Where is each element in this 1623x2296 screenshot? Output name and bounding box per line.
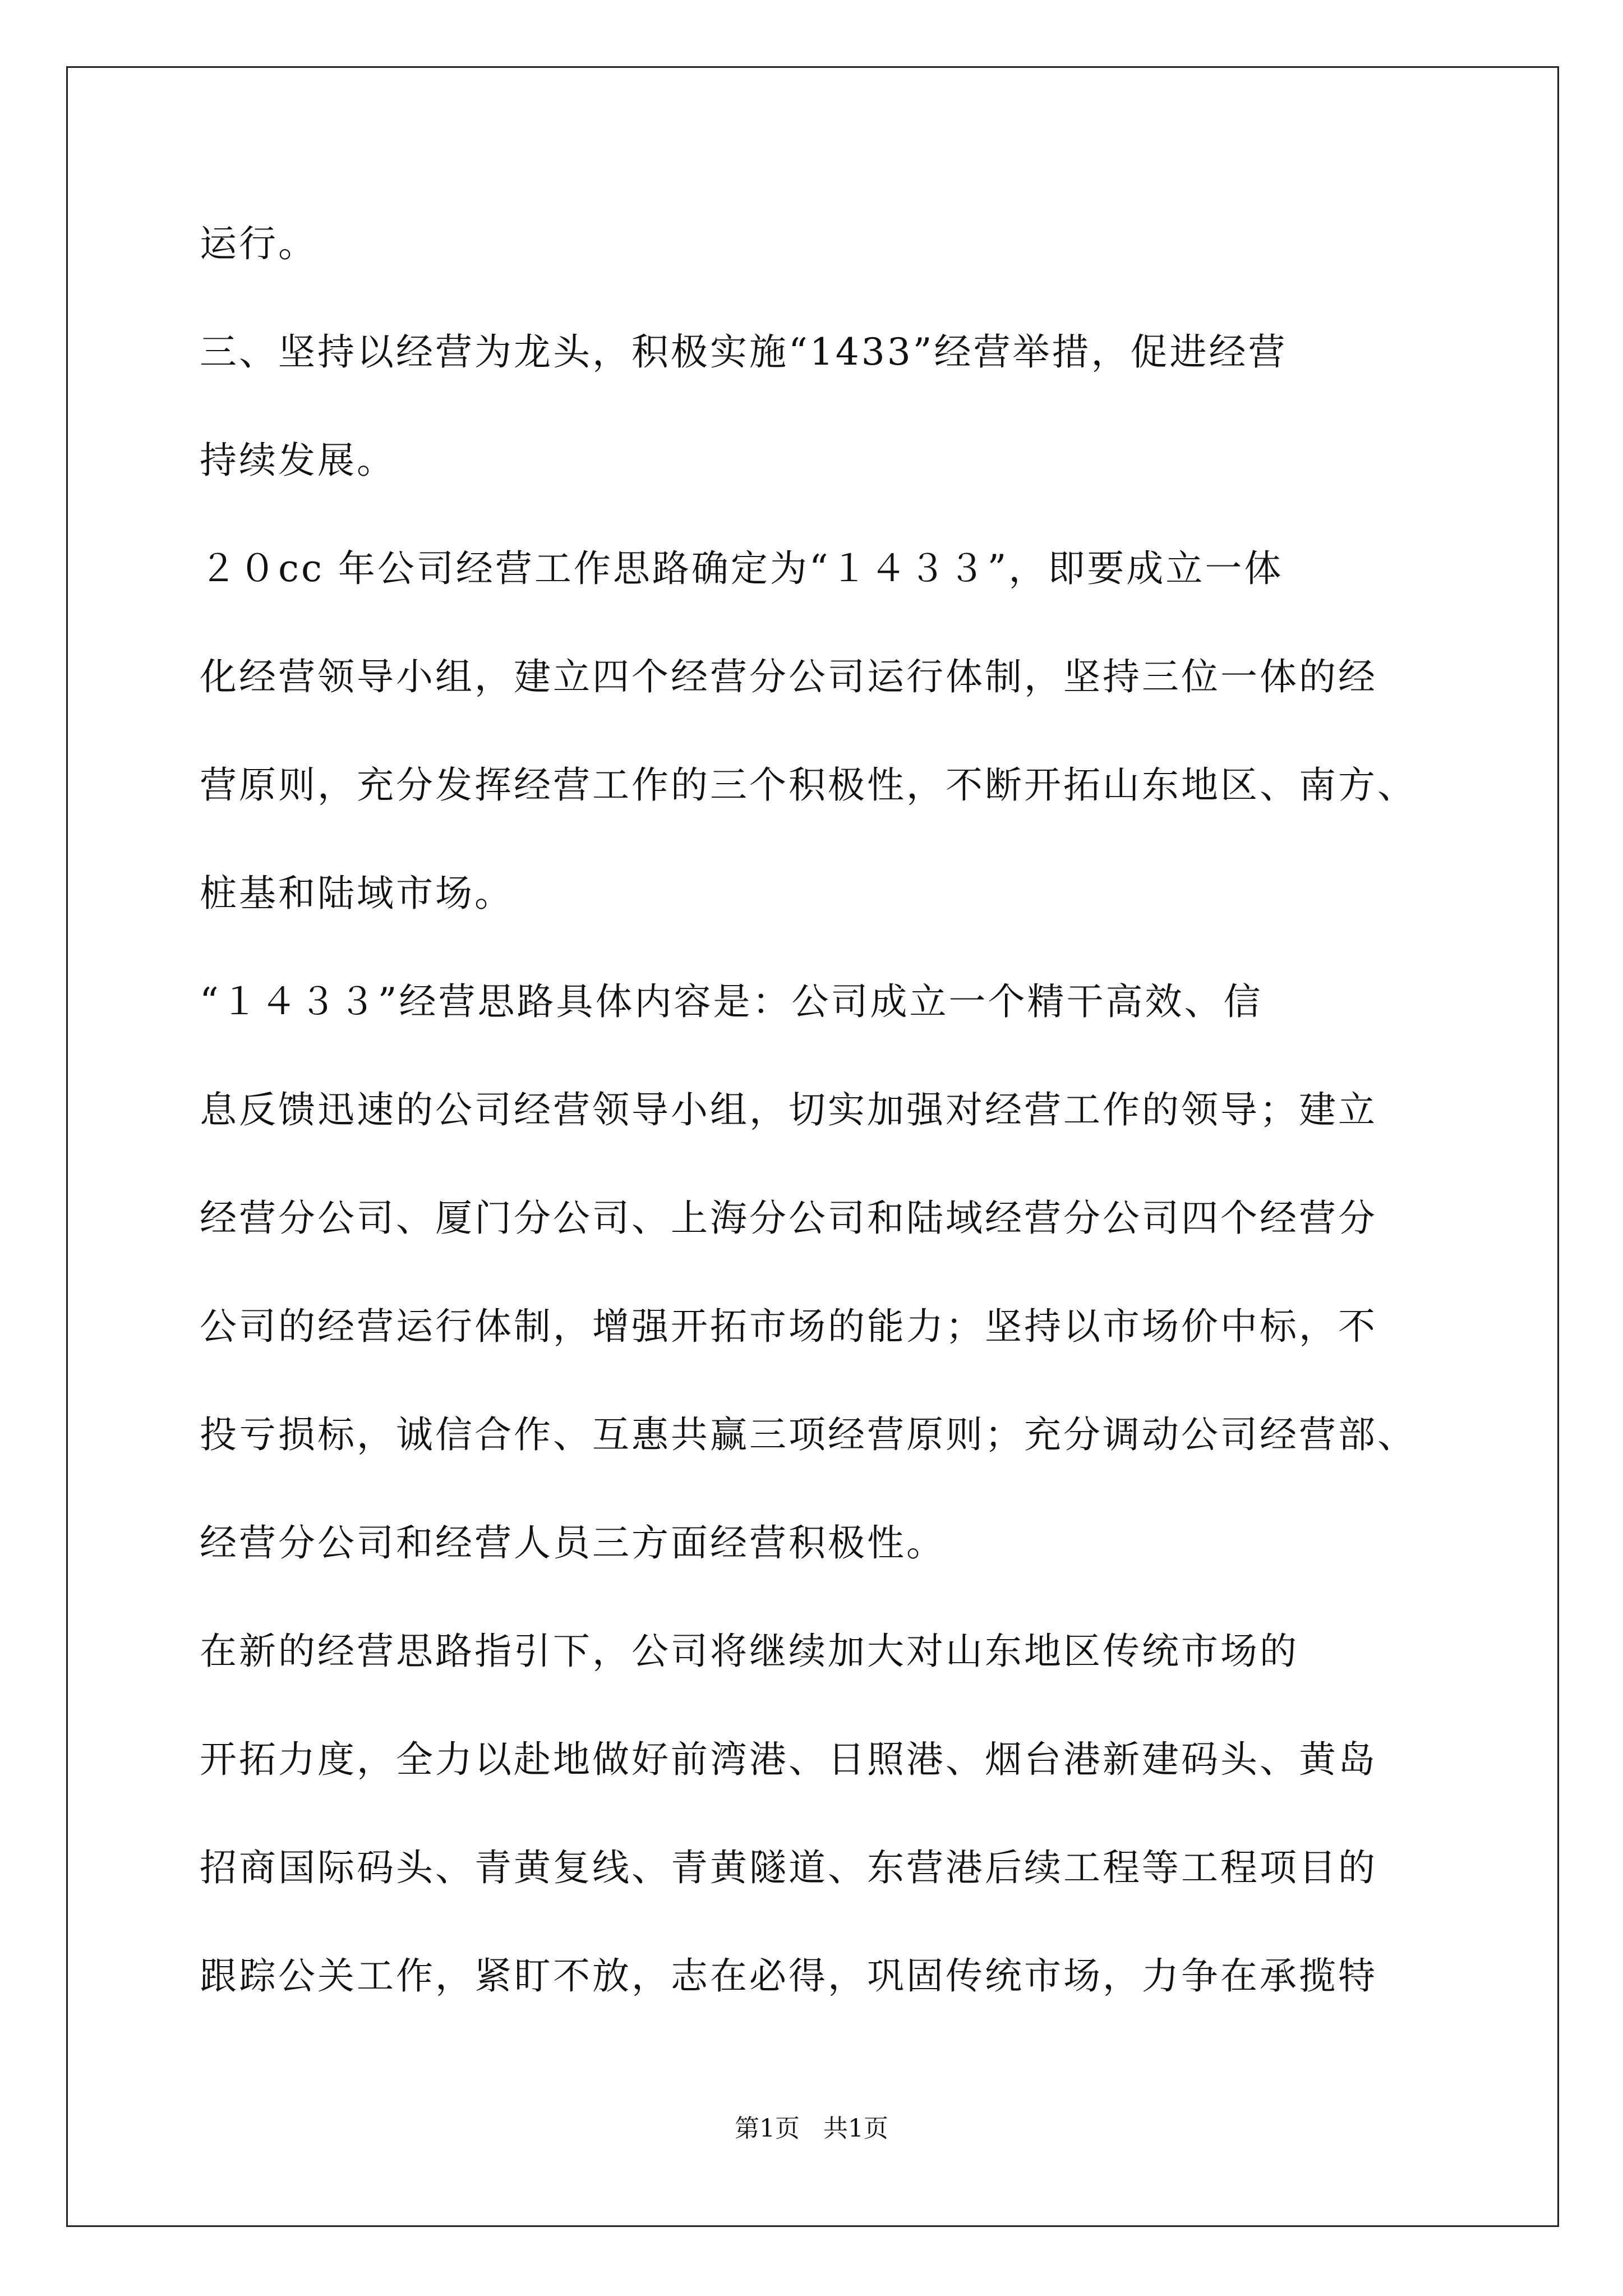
text-line: 经营分公司、厦门分公司、上海分公司和陆域经营分公司四个经营分 <box>200 1197 1377 1240</box>
page-footer: 第1页 共1页 <box>735 2114 888 2143</box>
text-line: 招商国际码头、青黄复线、青黄隧道、东营港后续工程等工程项目的 <box>200 1846 1377 1889</box>
text-line: 持续发展。 <box>200 439 396 482</box>
page-border <box>66 66 1559 2227</box>
text-line: 桩基和陆域市场。 <box>200 872 514 915</box>
text-line: “１４３３”经营思路具体内容是：公司成立一个精干高效、信 <box>200 980 1263 1023</box>
text-line: 跟踪公关工作，紧盯不放，志在必得，巩固传统市场，力争在承揽特 <box>200 1954 1377 1998</box>
text-line: 营原则，充分发挥经营工作的三个积极性，不断开拓山东地区、南方、 <box>200 763 1417 807</box>
text-line: 经营分公司和经营人员三方面经营积极性。 <box>200 1521 946 1565</box>
text-line: 三、坚持以经营为龙头，积极实施“1433”经营举措，促进经营 <box>200 330 1288 374</box>
text-line: 投亏损标，诚信合作、互惠共赢三项经营原则；充分调动公司经营部、 <box>200 1413 1417 1456</box>
text-line: 运行。 <box>200 222 317 265</box>
text-line: 息反馈迅速的公司经营领导小组，切实加强对经营工作的领导；建立 <box>200 1088 1377 1131</box>
text-line: 在新的经营思路指引下，公司将继续加大对山东地区传统市场的 <box>200 1630 1299 1673</box>
text-line: 化经营领导小组，建立四个经营分公司运行体制，坚持三位一体的经 <box>200 655 1377 698</box>
text-line: 开拓力度，全力以赴地做好前湾港、日照港、烟台港新建码头、黄岛 <box>200 1738 1377 1781</box>
text-line: 公司的经营运行体制，增强开拓市场的能力；坚持以市场价中标，不 <box>200 1305 1377 1348</box>
text-line: ２０cc 年公司经营工作思路确定为“１４３３”，即要成立一体 <box>200 547 1284 590</box>
